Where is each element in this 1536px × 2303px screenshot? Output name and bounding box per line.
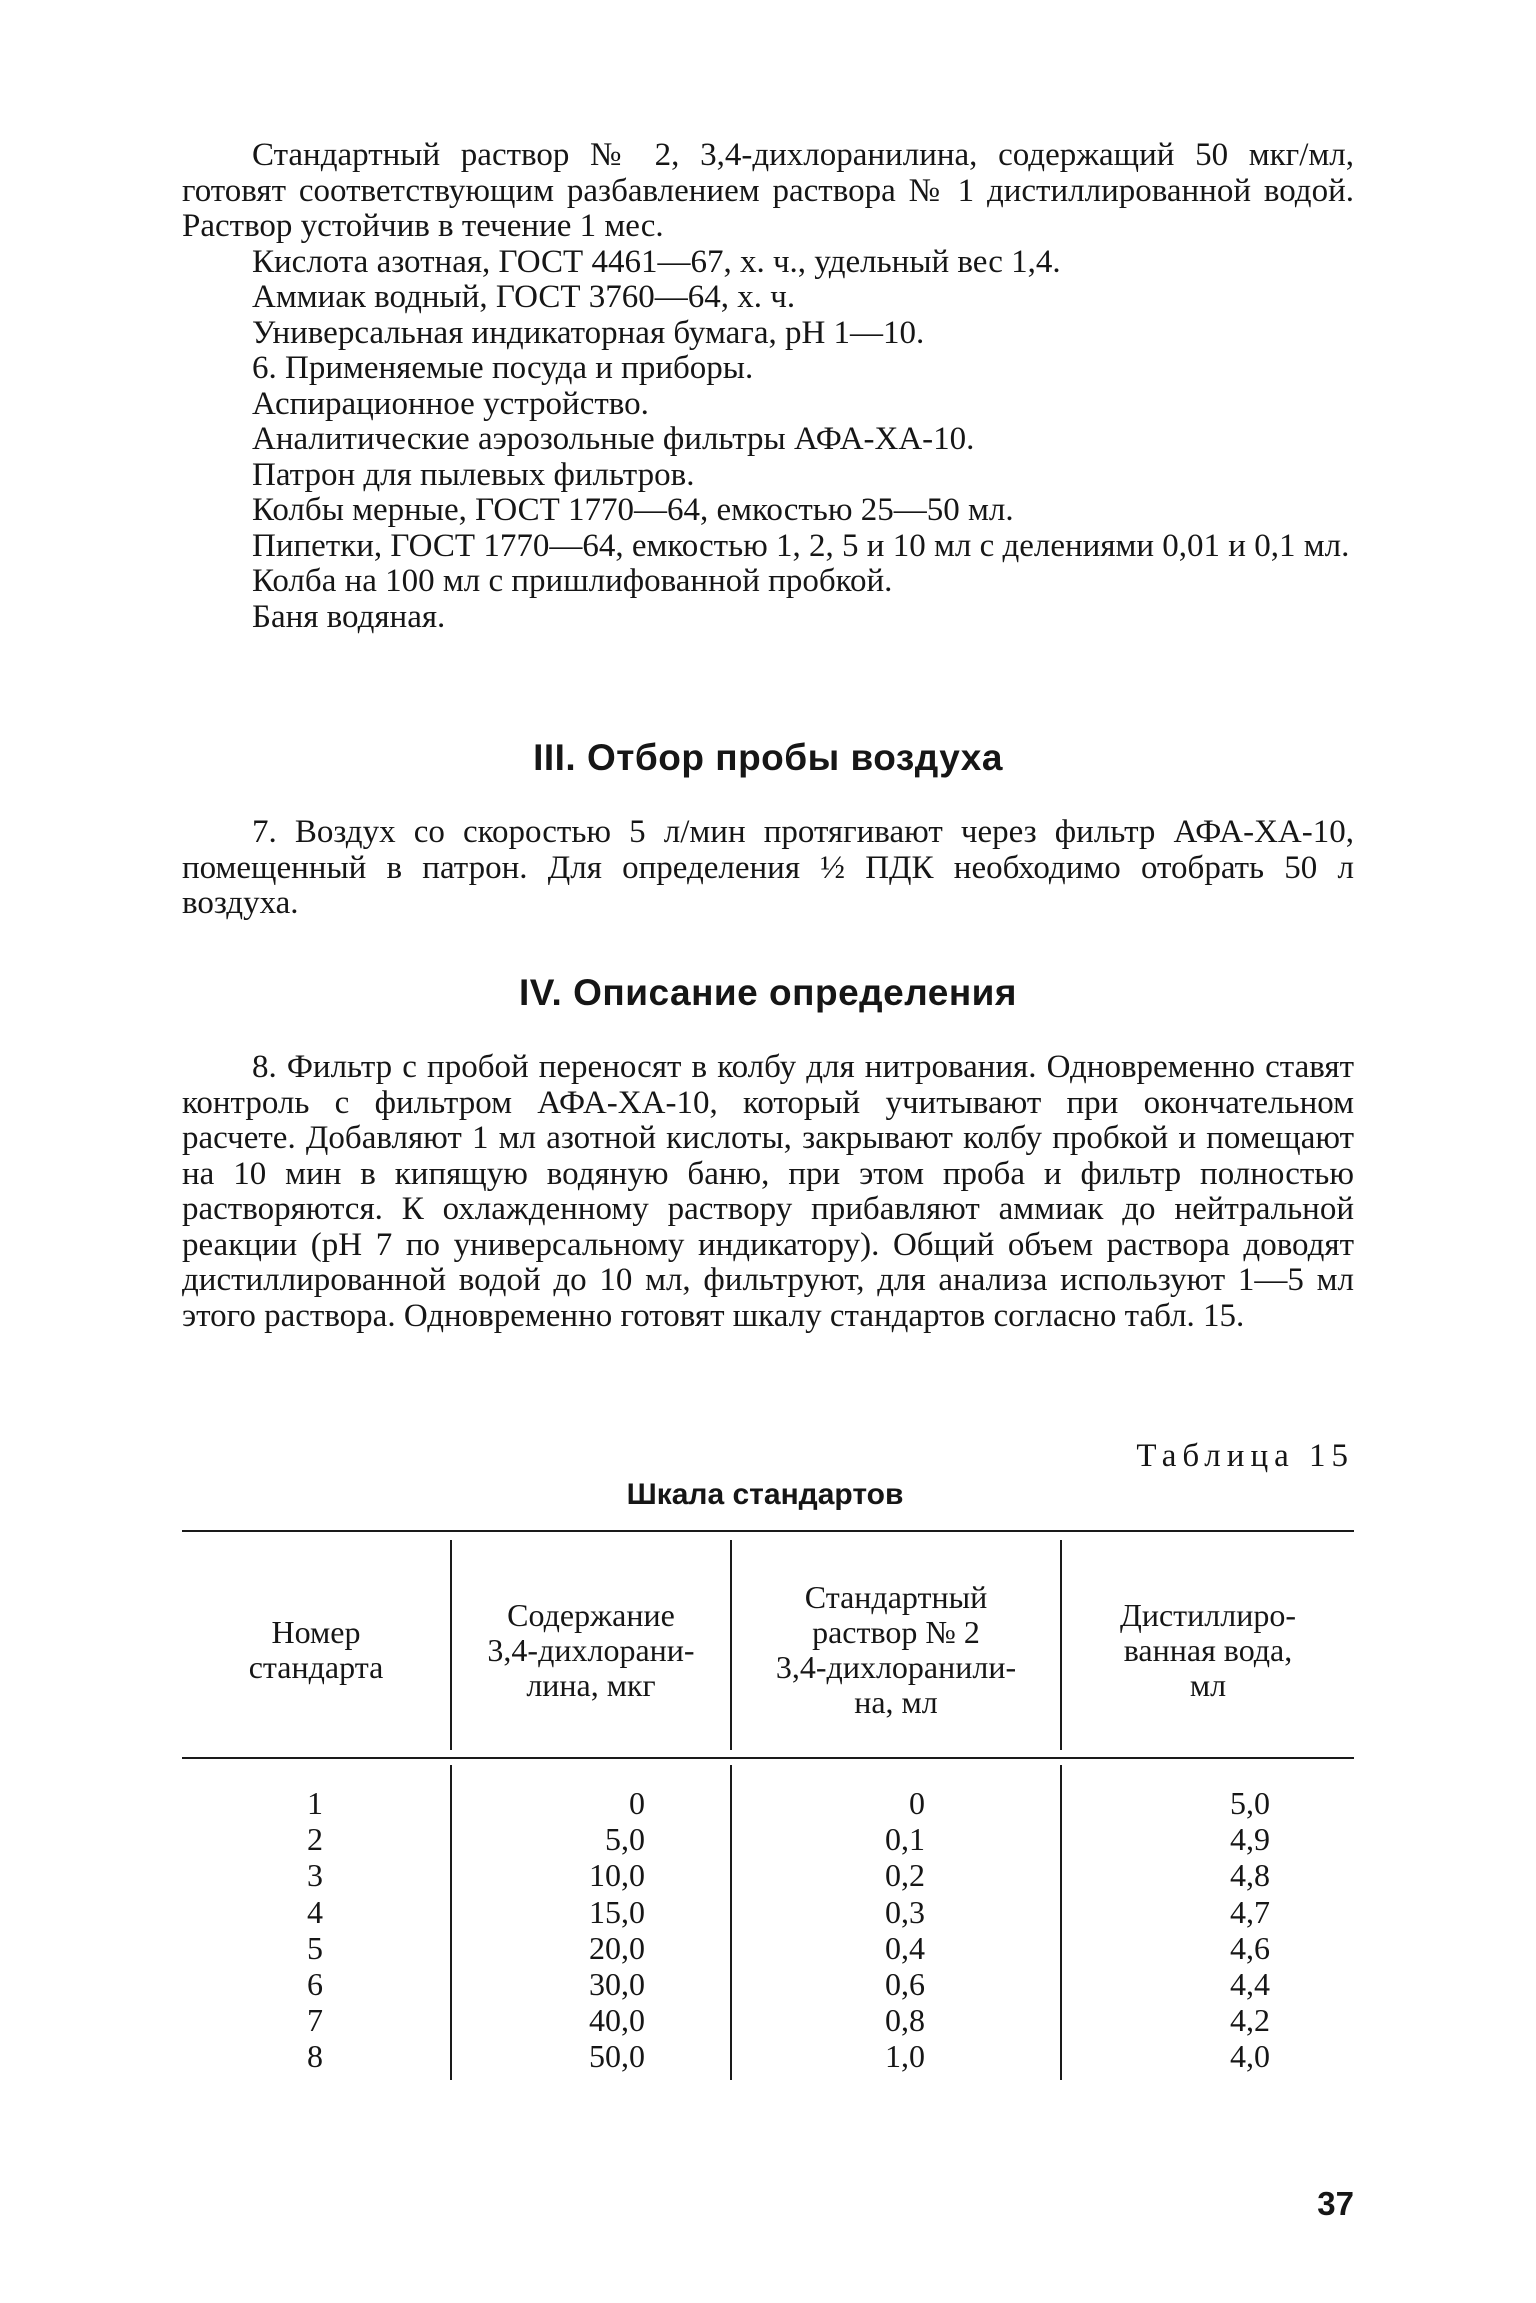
table-cell: 8	[307, 2038, 323, 2075]
section-3-paragraph: 7. Воздух со скоростью 5 л/мин протягивают через фильтр АФА-ХА-10, помещенный в патрон. Для определения ½ ПДК необходимо отобрать 50 л воздуха.	[182, 814, 1354, 921]
table-label: Таблица 15	[1136, 1438, 1354, 1474]
body-divider-1	[450, 1765, 452, 2080]
table-cell: 0,6	[885, 1965, 925, 2002]
equipment-aspirator: Аспирационное устройство.	[252, 385, 649, 422]
table-cell: 0,3	[885, 1893, 925, 1930]
column-number	[290, 1785, 340, 2075]
table-cell: 0,8	[885, 2002, 925, 2039]
standard-solution-paragraph: Стандартный раствор № 2, 3,4-дихлоранилина, содержащий 50 мкг/мл, готовят соответствующим разбавлением раствора № 1 дистиллированной водой. Раствор устойчив в течение 1 мес.	[182, 137, 1354, 244]
table-cell: 4,8	[1230, 1857, 1270, 1894]
body-divider-3	[1060, 1765, 1062, 2080]
equipment-cartridge: Патрон для пылевых фильтров.	[252, 456, 695, 493]
column-water	[1200, 1785, 1270, 2075]
header-cell-water	[1062, 1540, 1354, 1760]
header-number-text: Номер стандарта	[248, 1614, 384, 1685]
table-cell: 4,6	[1230, 1929, 1270, 1966]
table-cell: 3	[307, 1857, 323, 1894]
page-number: 37	[1317, 2185, 1354, 2222]
header-content-text: Содержание 3,4-дихлорани- лина, мкг	[487, 1596, 695, 1703]
table-cell: 7	[307, 2002, 323, 2039]
table-cell: 0,4	[885, 1929, 925, 1966]
table-cell: 40,0	[589, 2002, 645, 2039]
table-cell: 10,0	[589, 1857, 645, 1894]
section-3-body	[182, 815, 1354, 922]
table-cell: 5,0	[1230, 1785, 1270, 1821]
column-solution	[855, 1785, 925, 2075]
table-cell: 0,2	[885, 1857, 925, 1894]
equipment-flask-100: Колба на 100 мл с пришлифованной пробкой.	[252, 563, 893, 599]
equipment-pipettes: Пипетки, ГОСТ 1770—64, емкостью 1, 2, 5 и 10 мл с делениями 0,01 и 0,1 мл.	[252, 527, 1350, 564]
header-cell-solution	[732, 1540, 1060, 1760]
table-cell: 50,0	[589, 2038, 645, 2075]
table-cell: 0	[909, 1785, 925, 1821]
table-title: Шкала стандартов	[626, 1478, 904, 1511]
table-cell: 5,0	[605, 1821, 645, 1858]
table-cell: 4,2	[1230, 2002, 1270, 2039]
table-cell: 1,0	[885, 2038, 925, 2075]
header-cell-content	[452, 1540, 730, 1760]
table-cell: 0	[629, 1785, 645, 1821]
header-solution-text: Стандартный раствор № 2 3,4-дихлоранили- на, мл	[775, 1579, 1017, 1720]
table-cell: 20,0	[589, 1929, 645, 1966]
section-6-title: 6. Применяемые посуда и приборы.	[252, 350, 754, 386]
table-cell: 4	[307, 1893, 323, 1930]
section-4-paragraph: 8. Фильтр с пробой переносят в колбу для нитрования. Одновременно ставят контроль с фильтром АФА-ХА-10, который учитывают при окончательном расчете. Добавляют 1 мл азотной кислоты, закрывают колбу пробкой и помещают на 10 мин в кипящую водяную баню, при этом проба и фильтр полностью растворяются. К охлажденному раствору прибавляют аммиак до нейтральной реакции (рН 7 по универсальному индикатору). Общий объем раствора доводят дистиллированной водой до 10 мл, фильтруют, для анализа используют 1—5 мл этого раствора. Одновременно готовят шкалу стандартов согласно табл. 15.	[182, 1049, 1354, 1334]
reagent-indicator-paper: Универсальная индикаторная бумага, рН 1—10.	[252, 314, 925, 351]
table-cell: 2	[307, 1821, 323, 1858]
table-cell: 30,0	[589, 1965, 645, 2002]
table-cell: 0,1	[885, 1821, 925, 1858]
header-water-text: Дистиллиро- ванная вода, мл	[1120, 1596, 1296, 1703]
table-cell: 4,9	[1230, 1821, 1270, 1858]
section-4-body	[182, 1050, 1354, 1334]
reagent-nitric-acid: Кислота азотная, ГОСТ 4461—67, х. ч., удельный вес 1,4.	[252, 243, 1061, 280]
equipment-flasks: Колбы мерные, ГОСТ 1770—64, емкостью 25—50 мл.	[252, 492, 1014, 528]
table-cell: 4,7	[1230, 1893, 1270, 1930]
table-top-rule	[182, 1530, 1354, 1532]
table-cell: 6	[307, 1965, 323, 2002]
table-cell: 5	[307, 1929, 323, 1966]
intro-section	[182, 138, 1354, 635]
body-divider-2	[730, 1765, 732, 2080]
equipment-water-bath: Баня водяная.	[252, 598, 446, 635]
table-cell: 15,0	[589, 1893, 645, 1930]
equipment-filters: Аналитические аэрозольные фильтры АФА-ХА-10.	[252, 421, 975, 457]
table-cell: 4,4	[1230, 1965, 1270, 2002]
section-3-heading: III. Отбор пробы воздуха	[533, 737, 1003, 778]
table-cell: 1	[307, 1785, 323, 1821]
header-cell-number	[182, 1540, 450, 1760]
reagent-ammonia: Аммиак водный, ГОСТ 3760—64, х. ч.	[252, 279, 796, 315]
column-content	[555, 1785, 645, 2075]
table-cell: 4,0	[1230, 2038, 1270, 2075]
section-4-heading: IV. Описание определения	[518, 972, 1018, 1013]
